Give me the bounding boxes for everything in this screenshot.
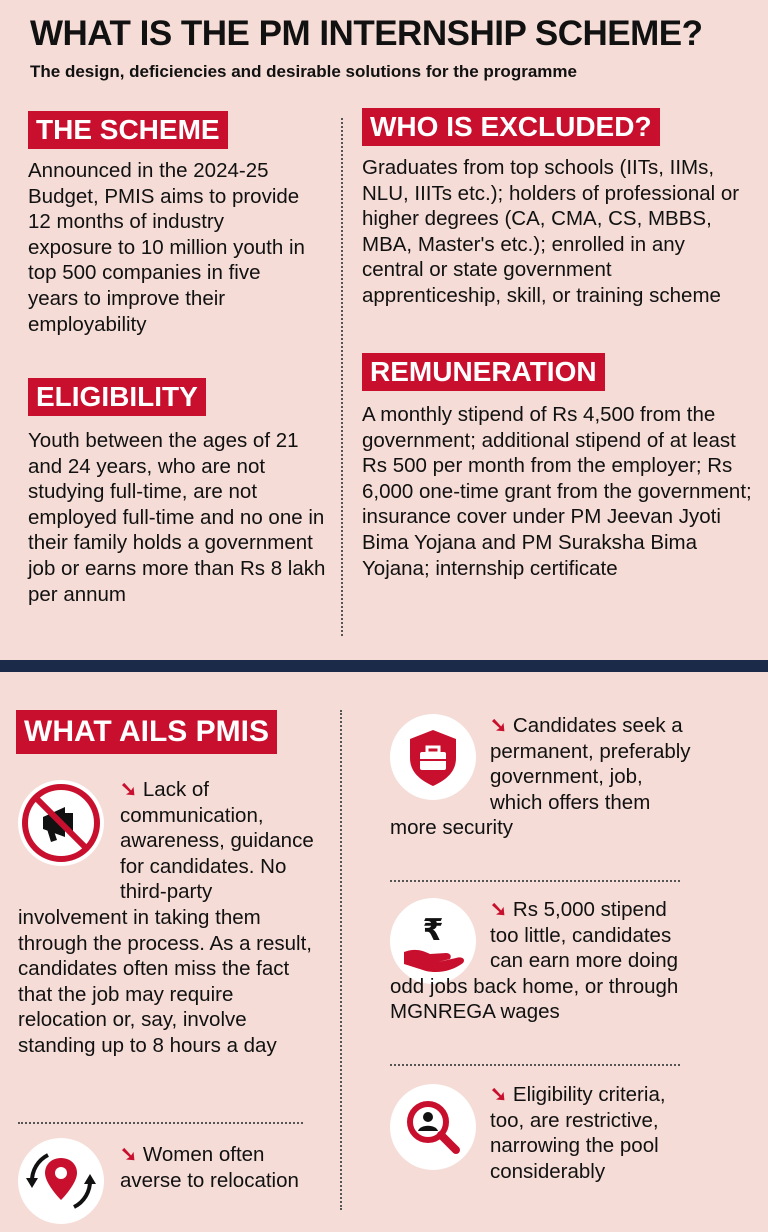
excluded-label: WHO IS EXCLUDED? (362, 108, 660, 146)
remuneration-label: REMUNERATION (362, 353, 605, 391)
ails-label: WHAT AILS PMIS (16, 710, 277, 754)
item-separator (390, 1064, 680, 1066)
page-subtitle: The design, deficiencies and desirable solutions for the programme (30, 62, 577, 81)
svg-text:₹: ₹ (422, 913, 444, 948)
ails-item-2: ➘ Women often averse to relocation (120, 1143, 299, 1192)
arrow-icon: ➘ (490, 714, 508, 737)
section-divider (0, 660, 768, 672)
relocation-pin-icon (18, 1138, 104, 1224)
column-separator (341, 118, 343, 636)
arrow-icon: ➘ (490, 1083, 508, 1106)
page-title: WHAT IS THE PM INTERNSHIP SCHEME? (30, 14, 703, 53)
eligibility-label: ELIGIBILITY (28, 378, 206, 416)
item-separator (390, 880, 680, 882)
ails-item-3: ➘ Candidates seek a permanent, preferably government, job, which offers them more security (390, 714, 691, 840)
scheme-label: THE SCHEME (28, 111, 228, 149)
arrow-icon: ➘ (120, 778, 138, 801)
ails-item-4: ➘ Rs 5,000 stipend too little, candidates can earn more doing odd jobs back home, or through MGNREGA wages (390, 898, 679, 1024)
ails-item-1: ➘ Lack of communication, awareness, guidance for candidates. No third-party involvement in taking them through the process. As a result, candidates often miss the fact that the job may require relocation or, say, involve standing up to 8 hours a day (18, 778, 314, 1057)
scheme-text: Announced in the 2024-25 Budget, PMIS aims to provide 12 months of industry exposure to 10 million youth in top 500 companies in five years to improve their employability (28, 159, 305, 336)
remuneration-text: A monthly stipend of Rs 4,500 from the government; additional stipend of at least Rs 500 per month from the employer; Rs 6,000 one-time grant from the government; insurance cover under PM Jeevan Jyoti Bima Yojana and PM Suraksha Bima Yojana; internship certificate (362, 403, 752, 580)
item-separator (18, 1122, 303, 1124)
eligibility-text: Youth between the ages of 21 and 24 years, who are not studying full-time, are not employed full-time and no one in their family holds a government job or earns more than Rs 8 lakh per annum (28, 429, 326, 606)
arrow-icon: ➘ (490, 898, 508, 921)
arrow-icon: ➘ (120, 1143, 138, 1166)
ails-item-5: ➘ Eligibility criteria, too, are restrictive, narrowing the pool considerably (490, 1083, 666, 1183)
column-separator-bottom (340, 710, 342, 1210)
excluded-text: Graduates from top schools (IITs, IIMs, NLU, IIITs etc.); holders of professional or higher degrees (CA, CMA, CS, MBBS, MBA, Master's etc.); enrolled in any central or state government apprenticeship, skill, or training scheme (362, 156, 740, 307)
